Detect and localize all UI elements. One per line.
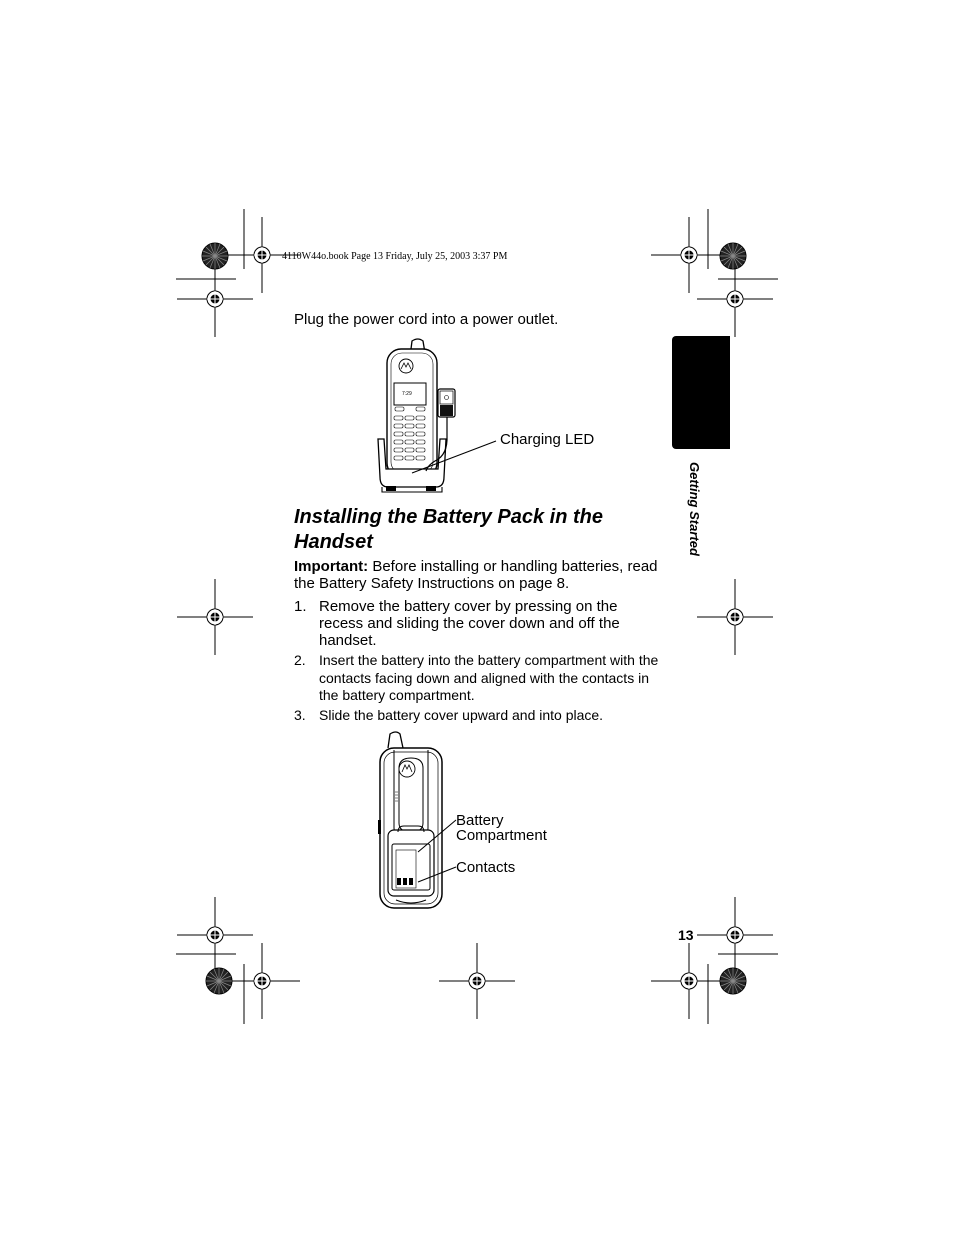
- important-text: Before installing or handling batteries, read the Battery Safety Instructions on page 8.: [294, 558, 658, 592]
- step-text: Slide the battery cover upward and into place.: [319, 707, 604, 723]
- step-3: [294, 707, 664, 725]
- step-number: 3.: [294, 707, 306, 723]
- handset-charger-illustration: [370, 335, 630, 505]
- step-number: 2.: [294, 652, 306, 668]
- battery-label-line1: Battery: [456, 812, 504, 829]
- display-time: 7:29: [402, 391, 412, 397]
- contacts-label: Contacts: [456, 859, 516, 876]
- page-number: 13: [678, 927, 694, 943]
- battery-label-line2: Compartment: [456, 827, 547, 844]
- section-title: Installing the Battery Pack in the Handset: [294, 506, 603, 553]
- battery-compartment-label: [456, 813, 547, 843]
- book-info-header: 4110W44o.book Page 13 Friday, July 25, 2003 3:37 PM: [282, 251, 508, 262]
- chapter-side-label: Getting Started: [687, 462, 702, 556]
- step-1: [294, 598, 664, 650]
- step-text: Insert the battery into the battery compartment with the contacts facing down and aligned with the contacts in the battery compartment.: [319, 652, 659, 703]
- intro-text: Plug the power cord into a power outlet.: [294, 311, 559, 328]
- step-number: 1.: [294, 598, 307, 615]
- step-2: [294, 652, 664, 704]
- charging-led-label: Charging LED: [500, 431, 595, 448]
- important-label: Important:: [294, 558, 369, 575]
- important-note: [294, 558, 659, 592]
- chapter-tab: [672, 336, 730, 449]
- step-text: Remove the battery cover by pressing on the recess and sliding the cover down and off the handset.: [319, 598, 620, 649]
